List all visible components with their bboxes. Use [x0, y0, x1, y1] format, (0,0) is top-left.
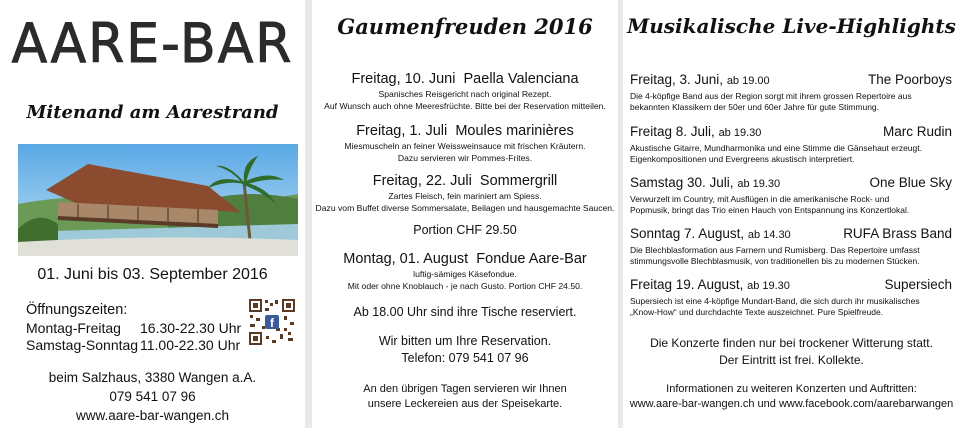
address: beim Salzhaus, 3380 Wangen a.A. — [48, 370, 257, 385]
concert-desc: Die 4-köpfige Band aus der Region sorgt mit ihrem grossen Repertoire aus — [630, 91, 912, 101]
event-date: Freitag, 10. Juni — [351, 71, 456, 87]
event-desc: luftig-sämiges Käsefondue. — [413, 269, 517, 279]
event-desc: Spanisches Reisgericht nach original Rezept. — [378, 89, 552, 99]
concert-band: Marc Rudin — [882, 124, 952, 139]
concert-event — [630, 275, 952, 318]
concert-desc: Die Blechblasformation aus Farnern und Rumisberg. Das Repertoire umfasst — [630, 245, 920, 255]
facebook-icon: f — [270, 316, 274, 330]
concert-desc: Supersiech ist eine 4-köpfige Mundart-Band, die sich durch ihr musikalisches — [630, 296, 920, 306]
contact-block — [0, 368, 305, 425]
event-desc: Dazu servieren wir Pommes-Frites. — [397, 152, 533, 163]
menu-note-line: An den übrigen Tagen servieren wir Ihnen — [363, 383, 567, 395]
event-desc: Zartes Fleisch, fein mariniert am Spiess. — [388, 191, 542, 201]
hours-days: Montag-Freitag — [26, 320, 121, 336]
hours-row-weekdays — [26, 320, 241, 336]
event-desc: Auf Wunsch auch ohne Meeresfrüchte. Bitte bei der Reservation mitteilen. — [324, 100, 606, 111]
concert-time: ab 19.30 — [747, 280, 790, 292]
menu-note-line: unsere Leckereien aus der Speisekarte. — [367, 398, 563, 410]
music-panel — [623, 0, 960, 428]
hours-days: Samstag-Sonntag — [26, 337, 139, 353]
event-date: Montag, 01. August — [343, 251, 469, 267]
portion-price: Portion CHF 29.50 — [413, 223, 517, 237]
concert-band: RUFA Brass Band — [843, 226, 952, 241]
concert-date: Freitag 8. Juli, — [630, 124, 715, 139]
concert-desc: Popmusik, bringt das Trio einen Hauch von Entspannung ins Konzertlokal. — [630, 205, 910, 215]
concert-time: ab 14.30 — [747, 229, 791, 241]
qr-code-icon[interactable] — [248, 298, 296, 346]
phone: 079 541 07 96 — [109, 389, 196, 404]
concert-desc: Eigenkompositionen und Evergreens akustisch interpretiert. — [630, 154, 855, 164]
weather-line: Die Konzerte finden nur bei trockener Witterung statt. — [650, 336, 933, 350]
flyer-front-panel — [0, 0, 305, 428]
concert-desc: bekannten Klassikern der 50er und 60er Jahre für gute Stimmung. — [630, 102, 880, 112]
tagline: Mitenand am Aarestrand — [26, 102, 279, 123]
event-date: Freitag, 1. Juli — [356, 123, 448, 139]
food-event — [312, 172, 618, 214]
concert-date: Freitag, 3. Juni, — [630, 72, 724, 87]
food-panel — [312, 0, 618, 428]
event-name: Sommergrill — [479, 173, 558, 189]
concert-time: ab 19.00 — [726, 75, 770, 87]
covered-bridge-photo — [18, 144, 298, 256]
food-event — [312, 70, 618, 112]
website-link[interactable]: www.aare-bar-wangen.ch — [75, 408, 230, 423]
food-event — [312, 122, 618, 164]
concert-event — [630, 173, 952, 216]
concert-band: Supersiech — [884, 277, 952, 292]
event-name: Paella Valenciana — [463, 71, 579, 87]
reservation-phone: Telefon: 079 541 07 96 — [401, 351, 529, 365]
hours-time: 11.00-22.30 Uhr — [140, 337, 241, 353]
reserved-note: Ab 18.00 Uhr sind ihre Tische reserviert. — [353, 305, 577, 319]
concert-date: Samstag 30. Juli, — [630, 175, 734, 190]
menu-note — [312, 382, 618, 412]
concert-time: ab 19.30 — [718, 127, 762, 139]
event-name: Fondue Aare-Bar — [476, 251, 587, 267]
event-name: Moules marinières — [455, 123, 574, 139]
concert-desc: Akustische Gitarre, Mundharmonika und eine Stimme die Gänsehaut erzeugt. — [630, 143, 922, 153]
opening-hours-title: Öffnungszeiten: — [26, 302, 128, 318]
concert-event — [630, 224, 952, 267]
event-desc: Mit oder ohne Knoblauch - je nach Gusto. Portion CHF 24.50. — [347, 280, 583, 291]
concert-event — [630, 122, 952, 165]
hours-row-weekend — [26, 337, 240, 353]
event-date: Freitag, 22. Juli — [372, 173, 472, 189]
concert-desc: „Know-How“ und durchdachte Texte auszeichnet. Pure Spielfreude. — [630, 307, 884, 317]
info-line: Informationen zu weiteren Konzerten und Auftritten: — [666, 383, 917, 395]
info-note — [623, 382, 960, 412]
concert-desc: Verwurzelt im Country, mit Ausflügen in die amerikanische Rock- und — [630, 194, 890, 204]
concert-date: Sonntag 7. August, — [630, 226, 745, 241]
concert-event — [630, 70, 952, 113]
concert-desc: stimmungsvolle Blechblasmusik, von traditionellen bis zu modernen Stücken. — [630, 256, 920, 266]
entry-line: Der Eintritt ist frei. Kollekte. — [719, 353, 864, 367]
weather-note — [623, 335, 960, 369]
concert-band: The Poorboys — [867, 72, 952, 87]
info-links[interactable]: www.aare-bar-wangen.ch und www.facebook.com/aarebarwangen — [629, 398, 954, 410]
music-title: Musikalische Live-Highlights — [627, 14, 956, 38]
event-desc: Dazu vom Buffet diverse Sommersalate, Beilagen und hausgemachte Saucen. — [315, 202, 615, 213]
concert-band: One Blue Sky — [869, 175, 952, 190]
food-title: Gaumenfreuden 2016 — [337, 14, 593, 39]
season-dates: 01. Juni bis 03. September 2016 — [37, 266, 268, 283]
event-desc: Miesmuscheln an feiner Weissweinsauce mit frischen Kräutern. — [344, 141, 586, 151]
reservation-note: Wir bitten um Ihre Reservation. — [378, 334, 552, 348]
hours-time: 16.30-22.30 Uhr — [140, 320, 242, 336]
concert-date: Freitag 19. August, — [630, 277, 744, 292]
concert-time: ab 19.30 — [737, 178, 781, 190]
food-event — [312, 250, 618, 292]
brand-logo: AARE-BAR — [11, 12, 294, 76]
